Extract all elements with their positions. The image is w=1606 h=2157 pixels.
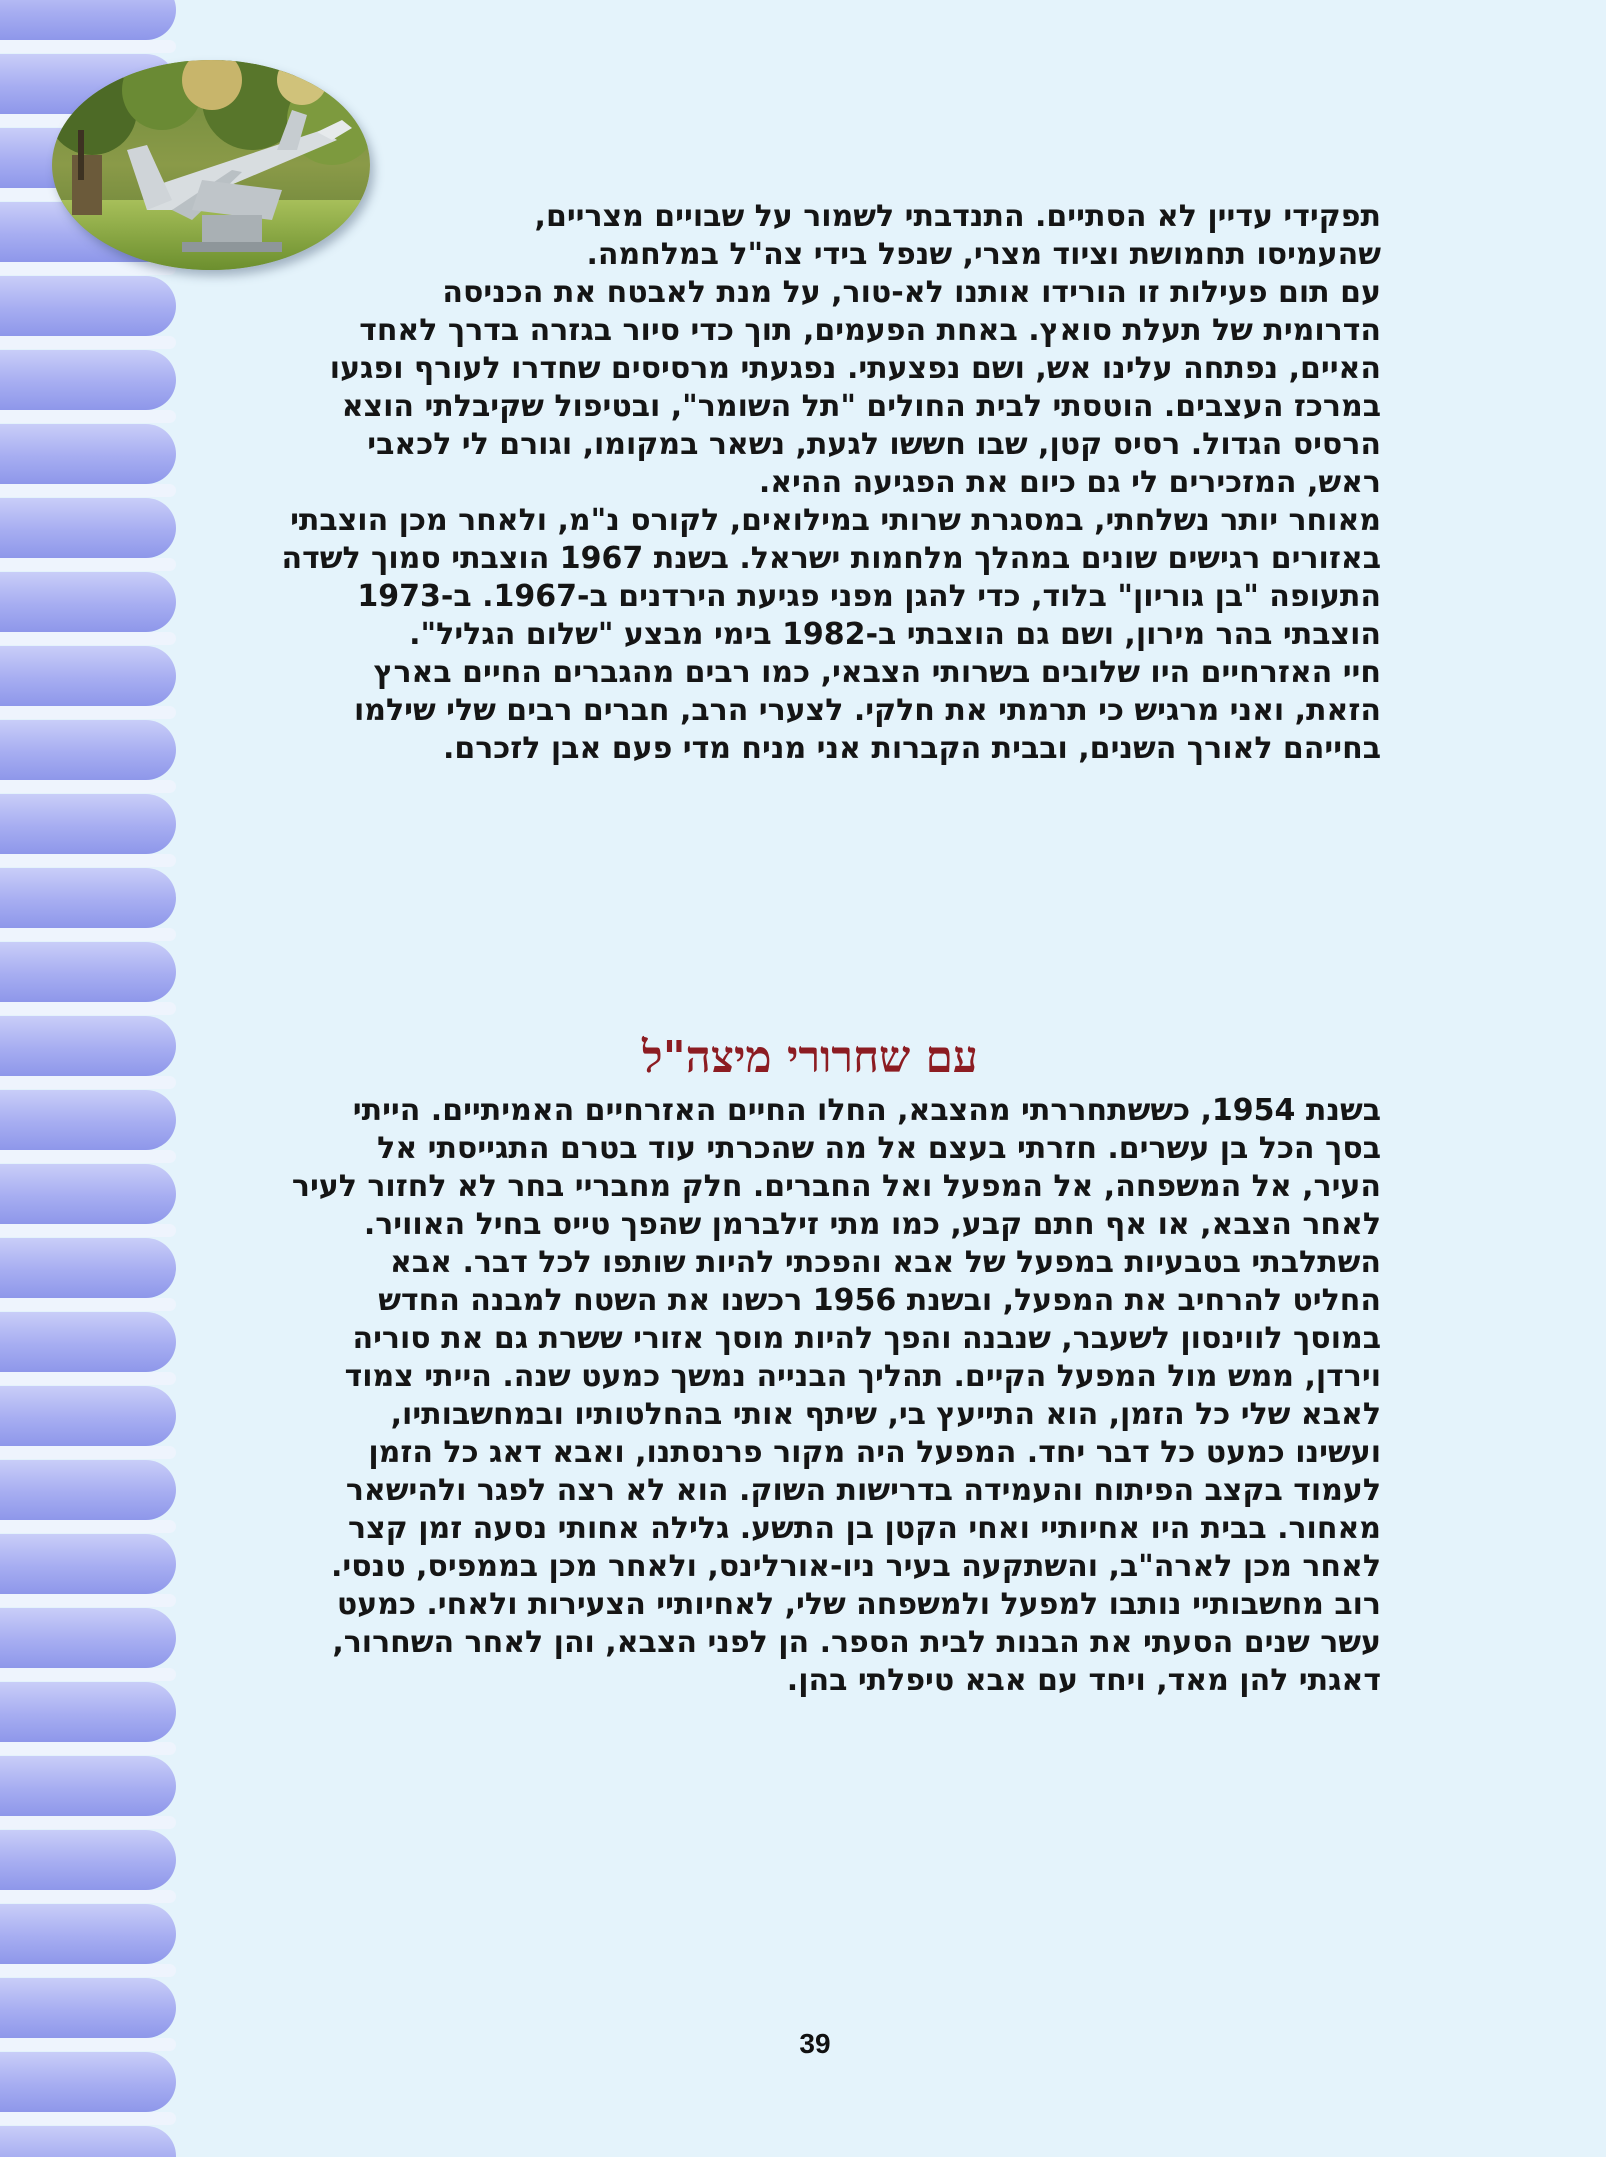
decorative-tab-gap (0, 40, 176, 53)
decorative-tab (0, 350, 176, 410)
decorative-tab-gap (0, 1002, 176, 1015)
decorative-tab (0, 1090, 176, 1150)
decorative-tab-gap (0, 2038, 176, 2051)
text-line: האיים, נפתחה עלינו אש, ושם נפצעתי. נפגעתי מרסיסים שחדרו לעורף ופגעו (329, 351, 1381, 386)
decorative-tab (0, 1386, 176, 1446)
decorative-tab-gap (0, 1150, 176, 1163)
text-line: העיר, אל המשפחה, אל המפעל ואל החברים. חלק מחבריי בחר לא לחזור לעיר (291, 1169, 1381, 1204)
decorative-tab (0, 1238, 176, 1298)
decorative-tab-gap (0, 1816, 176, 1829)
text-line: מאחור. בבית היו אחיותיי ואחי הקטן בן התשע. גלילה אחותי נסעה זמן קצר (348, 1511, 1381, 1546)
text-line: הרסיס הגדול. רסיס קטן, שבו חששו לגעת, נשאר במקומו, וגורם לי לכאבי (367, 427, 1381, 462)
decorative-tab-gap (0, 1298, 176, 1311)
decorative-tab-gap (0, 484, 176, 497)
text-line: השתלבתי בטבעיות במפעל של אבא והפכתי להיות שותפו לכל דבר. אבא (390, 1245, 1381, 1280)
text-line: באזורים רגישים שונים במהלך מלחמות ישראל. בשנת 1967 הוצבתי סמוך לשדה (281, 541, 1381, 576)
text-line: התעופה "בן גוריון" בלוד, כדי להגן מפני פגיעת הירדנים ב-1967. ב-1973 (357, 579, 1381, 614)
decorative-tab (0, 1534, 176, 1594)
text-line: תפקידי עדיין לא הסתיים. התנדבתי לשמור על שבויים מצריים, (534, 199, 1381, 234)
decorative-tab (0, 720, 176, 780)
decorative-tab-gap (0, 336, 176, 349)
decorative-tab-gap (0, 1372, 176, 1385)
decorative-tab-gap (0, 632, 176, 645)
text-line: דאגתי להן מאד, ויחד עם אבא טיפלתי בהן. (786, 1663, 1381, 1698)
page-number: 39 (799, 2028, 831, 2059)
decorative-tab (0, 1682, 176, 1742)
decorative-tab-gap (0, 1964, 176, 1977)
text-line: הדרומית של תעלת סואץ. באחת הפעמים, תוך כדי סיור בגזרה בדרך לאחד (359, 313, 1381, 348)
text-line: ראש, המזכירים לי גם כיום את הפגיעה ההיא. (758, 465, 1381, 500)
decorative-tab-gap (0, 1890, 176, 1903)
text-line: לעמוד בקצב הפיתוח והעמידה בדרישות השוק. הוא לא רצה לפגר ולהישאר (345, 1473, 1381, 1508)
decorative-tab (0, 942, 176, 1002)
decorative-tab (0, 1164, 176, 1224)
decorative-tab-gap (0, 558, 176, 571)
body-text-section-1 (211, 198, 1381, 768)
decorative-tab-gap (0, 706, 176, 719)
decorative-tab-gap (0, 262, 176, 275)
decorative-tab-gap (0, 780, 176, 793)
text-line: לאבא שלי כל הזמן, הוא התייעץ בי, שיתף אותי בהחלטותיו ובמחשבותיו, (390, 1397, 1381, 1432)
decorative-tab (0, 646, 176, 706)
text-line: הזאת, ואני מרגיש כי תרמתי את חלקי. לצערי הרב, חברים רבים שלי שילמו (353, 693, 1381, 728)
decorative-tab-gap (0, 1224, 176, 1237)
text-line: שהעמיסו תחמושת וציוד מצרי, שנפל בידי צה"ל במלחמה. (586, 237, 1381, 272)
decorative-tab (0, 1978, 176, 2038)
text-line: במוסך לווינסון לשעבר, שנבנה והפך להיות מוסך אזורי ששרת גם את סוריה (352, 1321, 1381, 1356)
decorative-tab-gap (0, 2112, 176, 2125)
text-line: לאחר מכן לארה"ב, והשתקעה בעיר ניו-אורלינס, ולאחר מכן בממפיס, טנסי. (331, 1549, 1381, 1584)
text-line: בסך הכל בן עשרים. חזרתי בעצם אל מה שהכרתי עוד בטרם התגייסתי אל (377, 1131, 1381, 1166)
text-line: ועשינו כמעט כל דבר יחד. המפעל היה מקור פרנסתנו, ואבא דאג כל הזמן (368, 1435, 1381, 1470)
decorative-tab (0, 868, 176, 928)
text-line: לאחר הצבא, או אף חתם קבע, כמו מתי זילברמן שהפך טייס בחיל האוויר. (363, 1207, 1381, 1242)
text-line: עם תום פעילות זו הורידו אותנו לא-טור, על מנת לאבטח את הכניסה (442, 275, 1381, 310)
decorative-tab-gap (0, 1742, 176, 1755)
text-line: עשר שנים הסעתי את הבנות לבית הספר. הן לפני הצבא, והן לאחר השחרור, (332, 1625, 1381, 1660)
decorative-tab (0, 2126, 176, 2157)
text-line: רוב מחשבותיי נותבו למפעל ולמשפחה שלי, לאחיותיי הצעירות ולאחי. כמעט (336, 1587, 1381, 1622)
decorative-tab (0, 572, 176, 632)
body-text-section-2 (211, 1092, 1381, 1700)
decorative-tab (0, 1460, 176, 1520)
decorative-tab-gap (0, 854, 176, 867)
decorative-tab (0, 1016, 176, 1076)
decorative-tab (0, 1830, 176, 1890)
decorative-tab-gap (0, 1594, 176, 1607)
left-tab-strip (0, 0, 182, 2157)
section-title: עם שחרורי מיצה"ל (642, 1032, 978, 1083)
decorative-tab-gap (0, 1668, 176, 1681)
decorative-tab-gap (0, 1520, 176, 1533)
text-line: מאוחר יותר נשלחתי, במסגרת שרותי במילואים, לקורס נ"מ, ולאחר מכן הוצבתי (290, 503, 1381, 538)
text-line: בשנת 1954, כששתחררתי מהצבא, החלו החיים האזרחיים האמיתיים. הייתי (352, 1093, 1381, 1128)
decorative-tab (0, 1312, 176, 1372)
decorative-tab-gap (0, 928, 176, 941)
text-line: וירדן, ממש מול המפעל הקיים. תהליך הבנייה נמשך כמעט שנה. הייתי צמוד (344, 1359, 1381, 1394)
decorative-tab (0, 1904, 176, 1964)
text-line: במרכז העצבים. הוטסתי לבית החולים "תל השומר", ובטיפול שקיבלתי הוצא (341, 389, 1381, 424)
decorative-tab (0, 498, 176, 558)
text-line: הוצבתי בהר מירון, ושם גם הוצבתי ב-1982 בימי מבצע "שלום הגליל". (409, 617, 1381, 652)
decorative-tab-gap (0, 1076, 176, 1089)
decorative-tab-gap (0, 1446, 176, 1459)
decorative-tab (0, 794, 176, 854)
decorative-tab (0, 276, 176, 336)
decorative-tab (0, 2052, 176, 2112)
decorative-tab (0, 1608, 176, 1668)
decorative-tab (0, 0, 176, 40)
decorative-tab (0, 424, 176, 484)
decorative-tab (0, 1756, 176, 1816)
text-line: החליט להרחיב את המפעל, ובשנת 1956 רכשנו את השטח למבנה החדש (378, 1283, 1381, 1318)
decorative-tab-gap (0, 410, 176, 423)
text-line: בחייהם לאורך השנים, ובבית הקברות אני מניח מדי פעם אבן לזכרם. (442, 731, 1381, 766)
text-line: חיי האזרחיים היו שלובים בשרותי הצבאי, כמו רבים מהגברים החיים בארץ (373, 655, 1381, 690)
